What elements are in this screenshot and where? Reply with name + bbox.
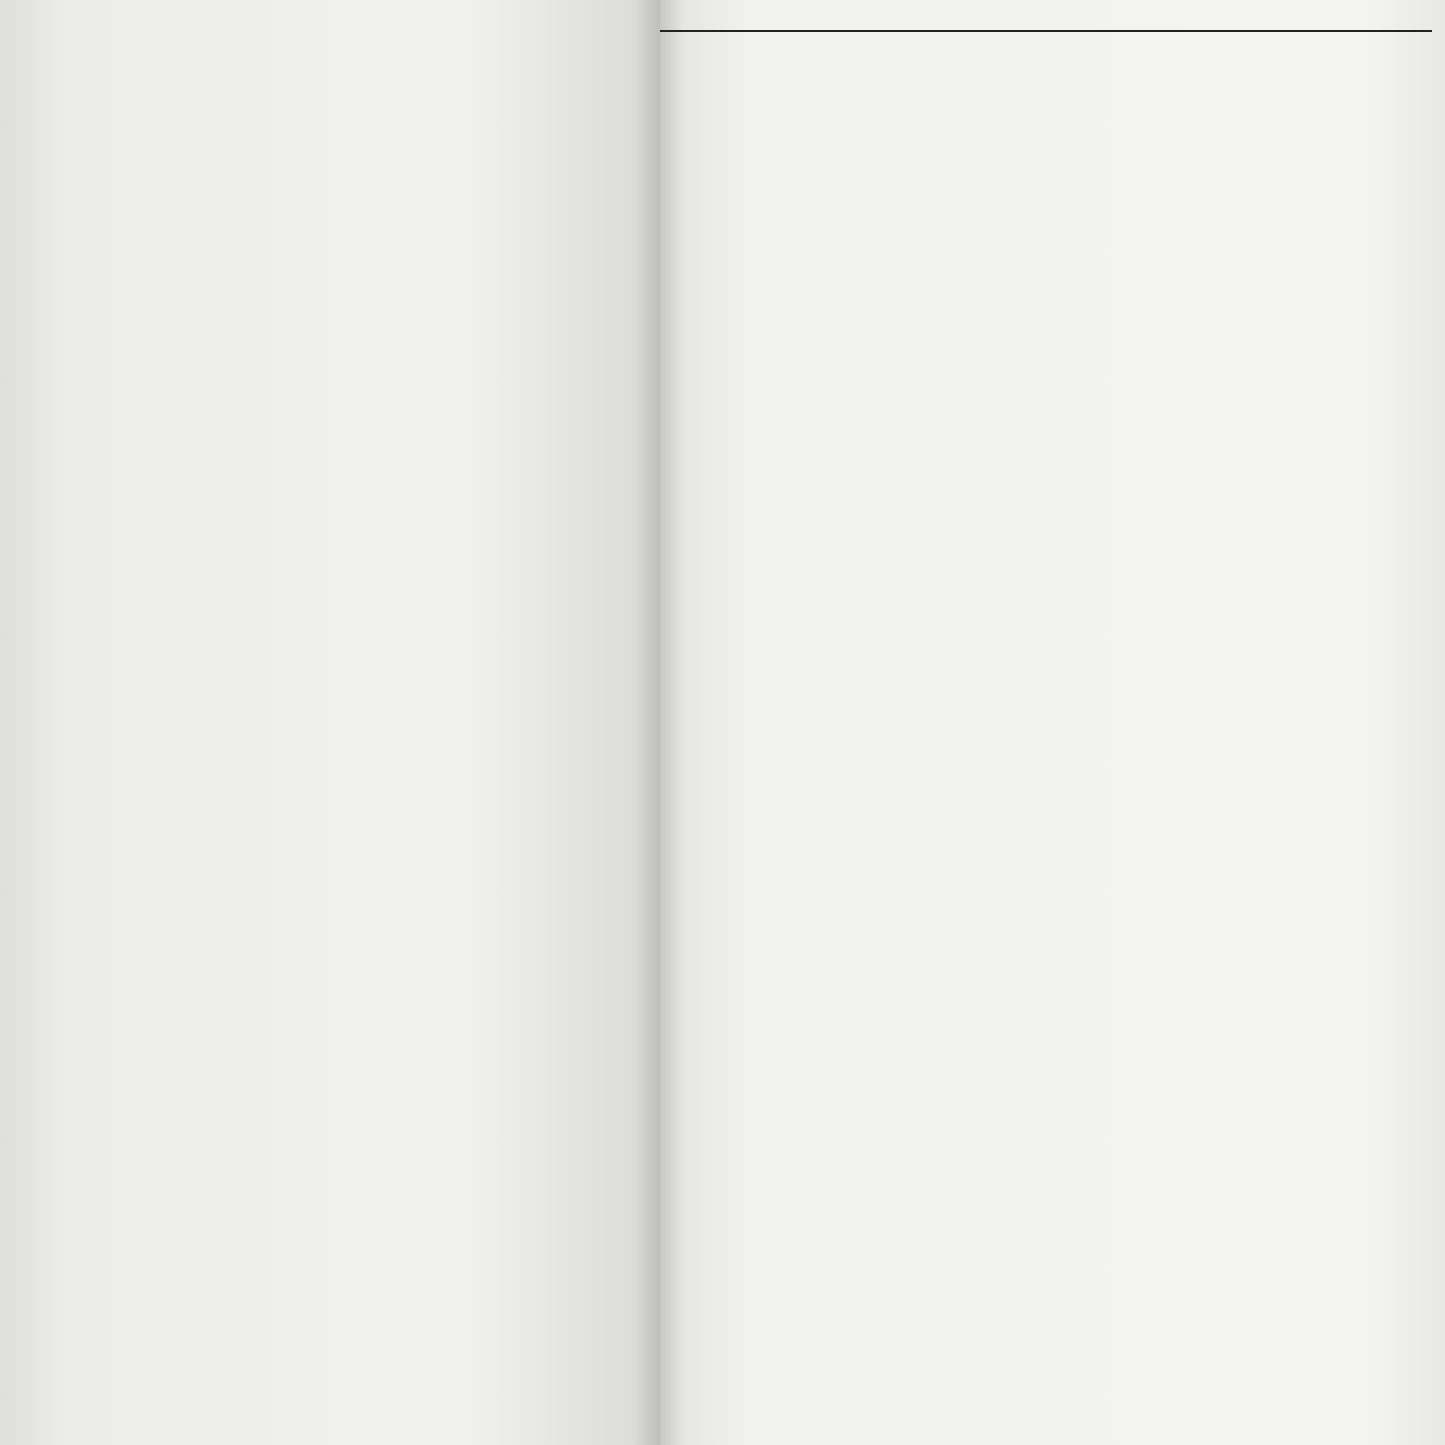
left-page: [0, 0, 660, 1445]
right-page: [660, 0, 1445, 1445]
page-header: [660, 8, 1432, 32]
right-toc: [660, 50, 1412, 80]
